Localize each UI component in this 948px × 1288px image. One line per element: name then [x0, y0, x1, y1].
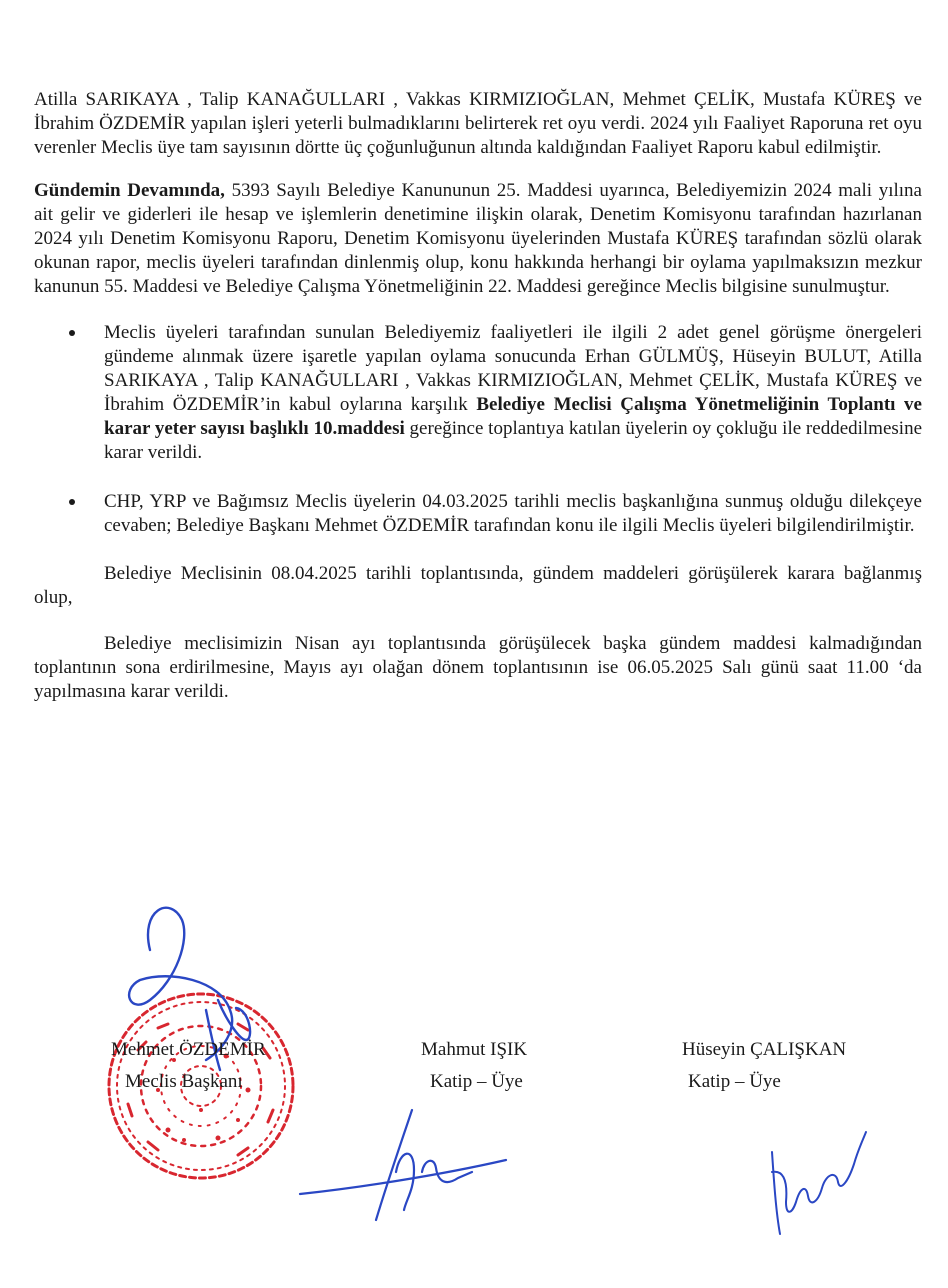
bullet1-bold-reference: Belediye Meclisi Çalışma Yönetmeliğinin Toplantı ve karar yeter sayısı başlıklı 10.maddesi — [104, 394, 922, 439]
agenda-bullet-list — [34, 321, 922, 538]
clerk-1-signature-icon — [296, 1090, 516, 1230]
signature-role-mayor: Meclis Başkanı — [125, 1071, 243, 1092]
agenda-continuation-lead: Gündemin Devamında, — [34, 180, 225, 201]
list-item — [34, 490, 922, 538]
bullet1-text-end: gereğince toplantıya katılan üyelerin oy çokluğu ile reddedilmesine karar verildi. — [104, 418, 923, 463]
signature-name-mayor: Mehmet ÖZDEMİR — [111, 1039, 266, 1060]
paragraph-audit-report — [34, 179, 922, 299]
bullet-icon — [69, 330, 75, 336]
bullet2-text: CHP, YRP ve Bağımsız Meclis üyelerin 04.03.2025 tarihli meclis başkanlığına sunmuş olduğu dilekçeye cevaben; Belediye Başkanı Mehmet ÖZDEMİR tarafından konu ile ilgili Meclis üyeleri bilgilendirilmiştir. — [104, 491, 922, 536]
bullet-icon — [69, 499, 75, 505]
list-item — [34, 321, 922, 465]
audit-report-text: 5393 Sayılı Belediye Kanununun 25. Maddesi uyarınca, Belediyemizin 2024 mali yılına ait gelir ve giderleri ile hesap ve işlemlerin denetimine ilişkin olarak, Denetim Komisyonu tarafından hazırlanan 2024 yılı Denetim Komisyonu Raporu, Denetim Komisyonu üyelerinden Mustafa KÜREŞ tarafından sözlü olarak okunan rapor, meclis üyeleri tarafından dinlenmiş olup, konu hakkında herhangi bir oylama yapılmaksızın mezkur kanunun 55. Maddesi ve Belediye Çalışma Yönetmeliğinin 22. Maddesi gereğince Meclis bilgisine sunulmuştur. — [34, 180, 922, 297]
clerk-2-signature-icon — [762, 1112, 872, 1242]
signature-block — [0, 880, 948, 1288]
signature-role-clerk-2: Katip – Üye — [688, 1071, 781, 1092]
bullet1-text-start: Meclis üyeleri tarafından sunulan Belediyemiz faaliyetleri ile ilgili 2 adet genel görüşme önergeleri gündeme alınmak üzere işaretle yapılan oylama sonucunda Erhan GÜLMÜŞ, Hüseyin BULUT, Atilla SARIKAYA , Talip KANAĞULLARI , Vakkas KIRMIZIOĞLAN, Mehmet ÇELİK, Mustafa KÜREŞ ve İbrahim ÖZDEMİR’in kabul oylarına karşılık — [104, 322, 922, 415]
paragraph-meeting-decision: Belediye Meclisinin 08.04.2025 tarihli toplantısında, gündem maddeleri görüşülerek karara bağlanmış olup, — [34, 563, 922, 608]
signature-name-clerk-1: Mahmut IŞIK — [421, 1039, 528, 1060]
signature-name-clerk-2: Hüseyin ÇALIŞKAN — [682, 1039, 847, 1060]
paragraph-meeting-closing: Belediye meclisimizin Nisan ayı toplantısında görüşülecek başka gündem maddesi kalmadığından toplantının sona erdirilmesine, Mayıs ayı olağan dönem toplantısının ise 06.05.2025 Salı günü saat 11.00 ‘da yapılmasına karar verildi. — [34, 633, 922, 702]
document-body — [34, 88, 922, 704]
paragraph-vote-result: Atilla SARIKAYA , Talip KANAĞULLARI , Vakkas KIRMIZIOĞLAN, Mehmet ÇELİK, Mustafa KÜREŞ ve İbrahim ÖZDEMİR yapılan işleri yeterli bulmadıklarını belirterek ret oyu verdi. 2024 yılı Faaliyet Raporuna ret oyu verenler Meclis üye tam sayısının dörtte üç çoğunluğunun altında kaldığından Faaliyet Raporu kabul edilmiştir. — [34, 89, 922, 158]
signature-role-clerk-1: Katip – Üye — [430, 1071, 523, 1092]
